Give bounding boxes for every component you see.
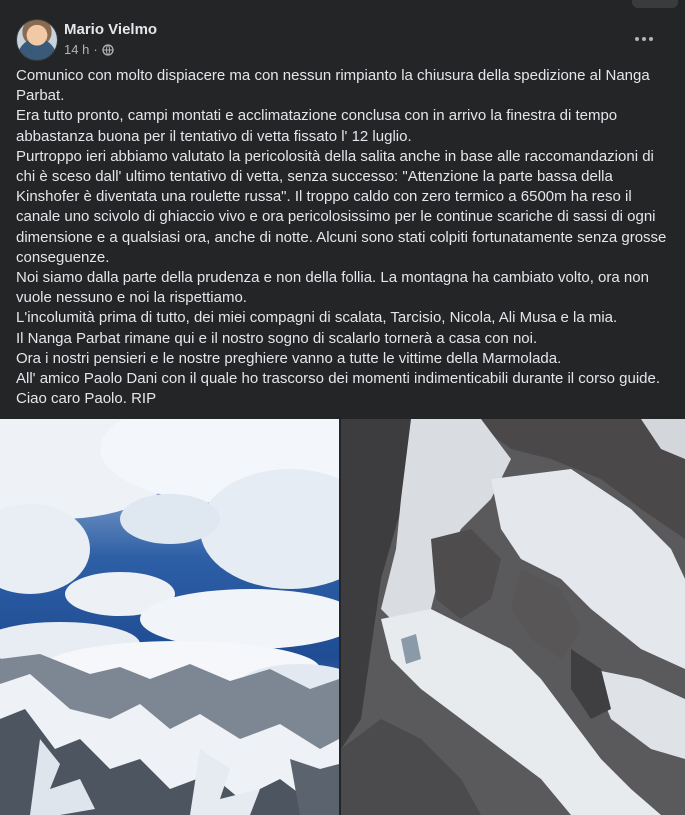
avatar[interactable] <box>16 19 58 61</box>
photo-glacier-face[interactable] <box>341 419 685 815</box>
photo-clouds-mountain[interactable] <box>0 419 339 815</box>
post-paragraph: Il Nanga Parbat rimane qui e il nostro sogno di scalarlo tornerà a casa con noi. <box>16 329 538 347</box>
post-paragraph: Noi siamo dalla parte della prudenza e non della follia. La montagna ha cambiato volto, ora non vuole nessuno e noi la rispettiamo. <box>16 269 649 307</box>
more-options-icon[interactable] <box>626 24 662 54</box>
globe-icon[interactable] <box>102 44 114 56</box>
photo-grid <box>0 419 685 815</box>
meta-separator: · <box>93 42 98 57</box>
top-menu-tab <box>632 0 678 8</box>
post-meta <box>64 42 114 57</box>
post-time[interactable]: 14 h <box>64 42 90 57</box>
post-paragraph: Comunico con molto dispiacere ma con nessun rimpianto la chiusura della spedizione al Nanga Parbat. <box>16 67 650 105</box>
post-paragraph: Ora i nostri pensieri e le nostre preghiere vanno a tutte le vittime della Marmolada. <box>16 349 562 367</box>
post-text <box>16 66 671 409</box>
post-paragraph: Era tutto pronto, campi montati e acclimatazione conclusa con in arrivo la finestra di tempo abbastanza buona per il tentativo di vetta fissato l' 12 luglio. <box>16 107 618 145</box>
post-paragraph: Purtroppo ieri abbiamo valutato la pericolosità della salita anche in base alle raccomandazioni di chi è sceso dall' ultimo tentativo di vetta, senza successo: "Attenzione la parte bassa della Kinshofer è diventata una roulette russa". Il troppo caldo con zero termico a 6500m ha reso il canale uno scivolo di ghiaccio vivo e ora pericolosissimo per le continue scariche di sassi di ogni dimensione e a qualsiasi ora, anche di notte. Alcuni sono stati colpiti fortunatamente senza grosse conseguenze. <box>16 147 667 266</box>
author-name[interactable]: Mario Vielmo <box>64 21 158 38</box>
post-paragraph: All' amico Paolo Dani con il quale ho trascorso dei momenti indimenticabili durante il corso guide. Ciao caro Paolo. RIP <box>16 370 661 408</box>
post-paragraph: L'incolumità prima di tutto, dei miei compagni di scalata, Tarcisio, Nicola, Ali Musa e la mia. <box>16 309 618 327</box>
